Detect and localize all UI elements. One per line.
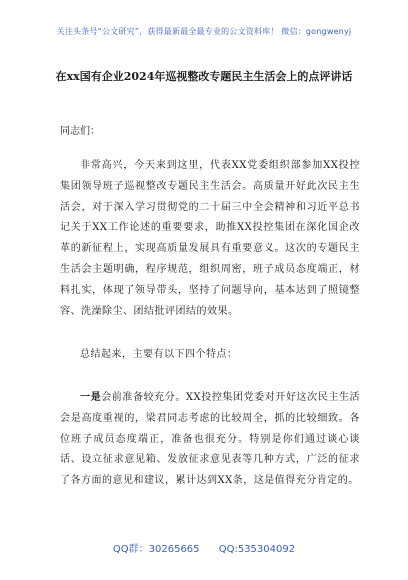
paragraph-intro — [60, 156, 360, 322]
paragraph-text: 总结起来，主要有以下四个特点： — [80, 349, 238, 360]
qq-contact-text: QQ:535304092 — [218, 544, 296, 555]
qq-group-text: QQ群：30265665 — [112, 544, 200, 555]
promo-banner: 关注头条号“公文研究”，获得最新最全最专业的公文资料库！ 微信：gongwenyj — [56, 27, 352, 36]
contact-footer — [0, 540, 408, 555]
paragraph-text: 非常高兴，今天来到这里，代表XX党委组织部参加XX投控集团领导班子巡视整改专题民主生活会。高质量开好此次民主生活会，对于深入学习贯彻党的二十届三中全会精神和习近平总书记关于XX工作论述的重要要求，助推XX投控集团在深化国企改革的新征程上，实现高质量发展具有重要意义。这次的专题民主生活会主题明确，程序规范，组织周密，班子成员态度端正，材料扎实，体现了领导带头，坚持了问题导向，基本达到了照镜整容、洗澡除尘、团结批评团结的效果。 — [60, 160, 360, 317]
paragraph-summary — [60, 345, 360, 366]
paragraph-point-one — [60, 388, 360, 492]
point-body: 会前准备较充分。XX投控集团党委对开好这次民主生活会是高度重视的，梁君同志考虑的比较周全，抓的比较细致。各位班子成员态度端正，准备也很充分。特别是你们通过谈心谈话、设立征求意见箱、发放征求意见表等几种方式，广泛的征求了各方面的意见和建议，累计达到XX条，这是值得充分肯定的。 — [60, 392, 360, 487]
document-title: 在xx国有企业2024年巡视整改专题民主生活会上的点评讲话 — [55, 70, 353, 83]
paragraph-text — [60, 388, 360, 492]
point-lead: 一是 — [80, 392, 102, 403]
salutation: 同志们： — [60, 126, 100, 137]
